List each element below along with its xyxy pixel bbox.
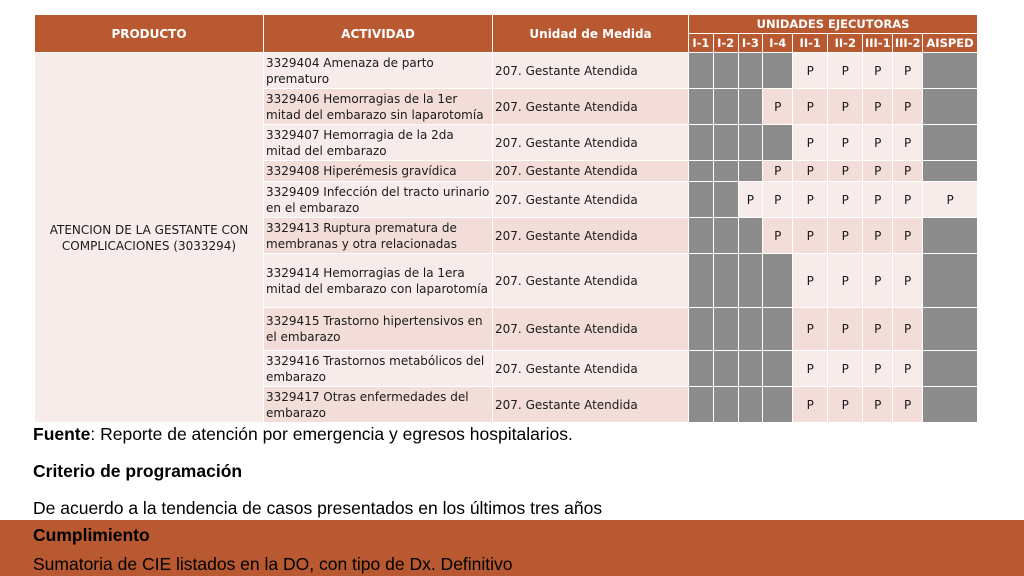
header-actividad: ACTIVIDAD (264, 15, 493, 53)
fuente-note (33, 424, 573, 445)
unit-mark-cell: P (893, 53, 923, 89)
header-level: III-2 (893, 34, 923, 53)
unit-empty-cell (713, 387, 738, 423)
unit-empty-cell (923, 218, 978, 254)
unit-cell: 207. Gestante Atendida (493, 89, 689, 125)
unit-mark-cell: P (828, 89, 863, 125)
unit-mark-cell: P (793, 89, 828, 125)
unit-mark-cell: P (893, 254, 923, 308)
unit-mark-cell: P (793, 387, 828, 423)
header-level: I-1 (689, 34, 714, 53)
header-level: I-4 (763, 34, 793, 53)
unit-empty-cell (763, 351, 793, 387)
unit-mark-cell: P (828, 387, 863, 423)
unit-empty-cell (713, 182, 738, 218)
unit-cell: 207. Gestante Atendida (493, 53, 689, 89)
unit-mark-cell: P (863, 254, 893, 308)
unit-cell: 207. Gestante Atendida (493, 351, 689, 387)
unit-empty-cell (713, 53, 738, 89)
activity-cell: 3329404 Amenaza de parto prematuro (264, 53, 493, 89)
unit-empty-cell (923, 254, 978, 308)
unit-empty-cell (738, 254, 763, 308)
unit-empty-cell (738, 218, 763, 254)
unit-mark-cell: P (793, 182, 828, 218)
cumplimiento-title: Cumplimiento (33, 525, 150, 545)
unit-empty-cell (923, 125, 978, 161)
unit-mark-cell: P (863, 89, 893, 125)
activity-cell: 3329409 Infección del tracto urinario en el embarazo (264, 182, 493, 218)
unit-empty-cell (763, 125, 793, 161)
unit-empty-cell (689, 387, 714, 423)
unit-empty-cell (738, 387, 763, 423)
unit-mark-cell: P (763, 161, 793, 182)
unit-empty-cell (763, 308, 793, 351)
cumplimiento-text: Sumatoria de CIE listados en la DO, con tipo de Dx. Definitivo (33, 554, 513, 574)
unit-empty-cell (738, 125, 763, 161)
unit-empty-cell (713, 161, 738, 182)
header-level: I-3 (738, 34, 763, 53)
unit-empty-cell (689, 89, 714, 125)
unit-empty-cell (923, 53, 978, 89)
unit-mark-cell: P (793, 351, 828, 387)
unit-mark-cell: P (893, 161, 923, 182)
unit-empty-cell (763, 53, 793, 89)
product-cell: ATENCION DE LA GESTANTE CON COMPLICACIONES (3033294) (35, 53, 264, 423)
unit-empty-cell (689, 351, 714, 387)
unit-mark-cell: P (893, 89, 923, 125)
unit-empty-cell (713, 218, 738, 254)
criterio-title: Criterio de programación (33, 461, 243, 481)
unit-empty-cell (689, 254, 714, 308)
activity-cell: 3329415 Trastorno hipertensivos en el embarazo (264, 308, 493, 351)
unit-empty-cell (713, 254, 738, 308)
unit-empty-cell (923, 89, 978, 125)
unit-mark-cell: P (828, 308, 863, 351)
unit-empty-cell (689, 161, 714, 182)
unit-empty-cell (763, 254, 793, 308)
header-unidad-medida: Unidad de Medida (493, 15, 689, 53)
unit-empty-cell (738, 53, 763, 89)
unit-mark-cell: P (863, 218, 893, 254)
unit-empty-cell (738, 308, 763, 351)
unit-empty-cell (923, 308, 978, 351)
activity-cell: 3329407 Hemorragia de la 2da mitad del embarazo (264, 125, 493, 161)
unit-empty-cell (738, 351, 763, 387)
unit-empty-cell (763, 387, 793, 423)
unit-empty-cell (713, 125, 738, 161)
unit-mark-cell: P (828, 351, 863, 387)
unit-empty-cell (923, 387, 978, 423)
unit-empty-cell (738, 89, 763, 125)
unit-empty-cell (689, 53, 714, 89)
header-level: III-1 (863, 34, 893, 53)
header-producto: PRODUCTO (35, 15, 264, 53)
activity-cell: 3329413 Ruptura prematura de membranas y otra relacionadas (264, 218, 493, 254)
units-table (34, 14, 978, 423)
table-body (35, 53, 978, 423)
criterio-text: De acuerdo a la tendencia de casos presentados en los últimos tres años (33, 498, 603, 518)
unit-empty-cell (923, 351, 978, 387)
unit-mark-cell: P (793, 254, 828, 308)
table-row (35, 53, 978, 89)
unit-cell: 207. Gestante Atendida (493, 161, 689, 182)
unit-mark-cell: P (828, 218, 863, 254)
unit-mark-cell: P (863, 161, 893, 182)
activity-cell: 3329406 Hemorragias de la 1er mitad del embarazo sin laparotomía (264, 89, 493, 125)
activity-cell: 3329416 Trastornos metabólicos del embarazo (264, 351, 493, 387)
unit-mark-cell: P (793, 125, 828, 161)
unit-mark-cell: P (863, 351, 893, 387)
unit-mark-cell: P (893, 182, 923, 218)
unit-mark-cell: P (828, 182, 863, 218)
unit-mark-cell: P (828, 125, 863, 161)
fuente-label: Fuente (33, 424, 91, 444)
unit-mark-cell: P (793, 308, 828, 351)
unit-mark-cell: P (828, 53, 863, 89)
unit-empty-cell (689, 182, 714, 218)
unit-empty-cell (713, 308, 738, 351)
header-level: I-2 (713, 34, 738, 53)
unit-mark-cell: P (793, 53, 828, 89)
unit-cell: 207. Gestante Atendida (493, 254, 689, 308)
unit-mark-cell: P (763, 182, 793, 218)
unit-mark-cell: P (863, 125, 893, 161)
unit-mark-cell: P (893, 218, 923, 254)
unit-empty-cell (713, 89, 738, 125)
unit-empty-cell (689, 218, 714, 254)
unit-empty-cell (923, 161, 978, 182)
unit-mark-cell: P (793, 161, 828, 182)
unit-mark-cell: P (893, 308, 923, 351)
unit-mark-cell: P (863, 53, 893, 89)
unit-mark-cell: P (893, 387, 923, 423)
header-level: AISPED (923, 34, 978, 53)
unit-cell: 207. Gestante Atendida (493, 308, 689, 351)
unit-mark-cell: P (863, 182, 893, 218)
unit-mark-cell: P (828, 254, 863, 308)
unit-mark-cell: P (923, 182, 978, 218)
unit-empty-cell (689, 125, 714, 161)
unit-empty-cell (713, 351, 738, 387)
unit-mark-cell: P (763, 218, 793, 254)
unit-mark-cell: P (793, 218, 828, 254)
unit-mark-cell: P (863, 387, 893, 423)
header-level: II-2 (828, 34, 863, 53)
unit-mark-cell: P (763, 89, 793, 125)
unit-mark-cell: P (738, 182, 763, 218)
unit-mark-cell: P (863, 308, 893, 351)
activity-cell: 3329414 Hemorragias de la 1era mitad del embarazo con laparotomía (264, 254, 493, 308)
unit-cell: 207. Gestante Atendida (493, 182, 689, 218)
unit-cell: 207. Gestante Atendida (493, 125, 689, 161)
activity-cell: 3329408 Hiperémesis gravídica (264, 161, 493, 182)
unit-empty-cell (689, 308, 714, 351)
header-level: II-1 (793, 34, 828, 53)
unit-empty-cell (738, 161, 763, 182)
unit-mark-cell: P (893, 351, 923, 387)
activity-cell: 3329417 Otras enfermedades del embarazo (264, 387, 493, 423)
unit-cell: 207. Gestante Atendida (493, 218, 689, 254)
unit-mark-cell: P (893, 125, 923, 161)
header-unidades-ejecutoras: UNIDADES EJECUTORAS (689, 15, 978, 34)
unit-cell: 207. Gestante Atendida (493, 387, 689, 423)
unit-mark-cell: P (828, 161, 863, 182)
fuente-text: : Reporte de atención por emergencia y egresos hospitalarios. (90, 424, 573, 444)
